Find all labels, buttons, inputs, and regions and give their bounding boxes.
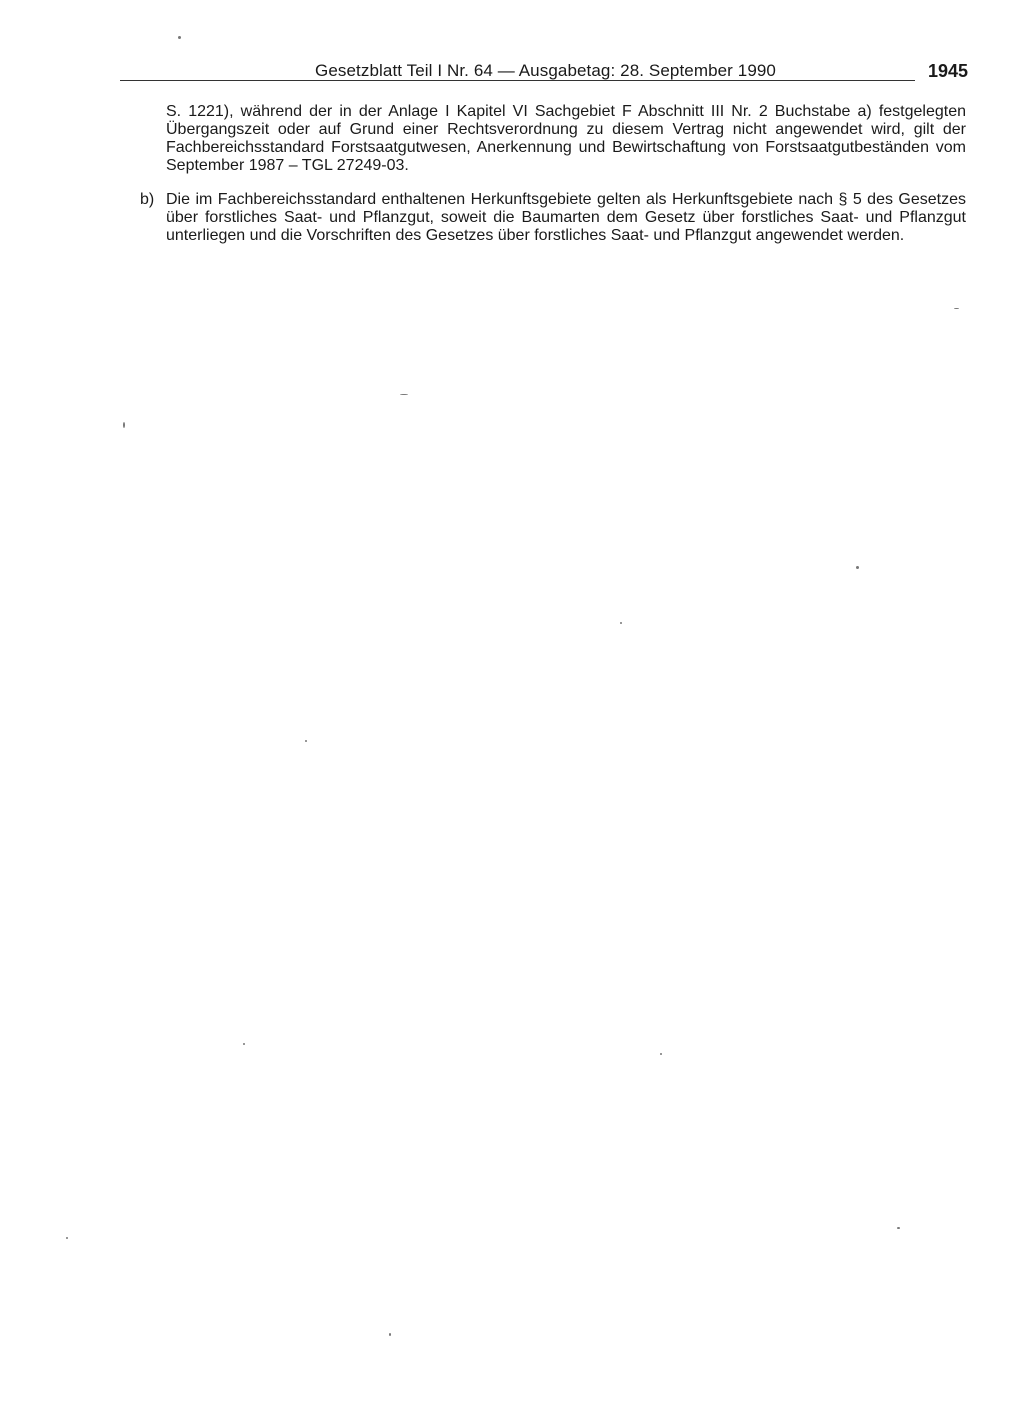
scan-speck — [305, 740, 307, 742]
scan-speck — [954, 308, 959, 309]
header-rule — [120, 80, 915, 81]
scan-speck — [400, 394, 408, 395]
continuation-paragraph: S. 1221), während der in der Anlage I Kapitel VI Sachgebiet F Abschnitt III Nr. 2 Buchstabe a) festgelegten Übergangszeit oder auf Grund einer Rechtsverordnung zu diesem Vertrag nicht angewendet wird, gilt der Fachbereichsstandard Forstsaatgutwesen, Anerkennung und Bewirtschaftung von Forstsaatgutbeständen vom September 1987 – TGL 27249-03. — [166, 103, 966, 174]
scan-speck — [243, 1043, 245, 1045]
list-item-text: Die im Fachbereichsstandard enthaltenen Herkunftsgebiete gelten als Herkunftsgebiete nach § 5 des Gesetzes über forstliches Saat- und Pflanzgut, soweit die Baumarten dem Gesetz über forstliches Saat- und Pflanzgut unterliegen und die Vorschriften des Gesetzes über forstliches Saat- und Pflanzgut angewendet werden. — [166, 191, 966, 244]
scan-speck — [620, 622, 622, 624]
list-item-label: b) — [140, 191, 155, 208]
running-head — [120, 60, 980, 82]
scan-speck — [123, 422, 125, 428]
scan-speck — [178, 36, 181, 39]
page-number: 1945 — [927, 61, 968, 81]
scan-speck — [66, 1237, 68, 1239]
running-title: Gesetzblatt Teil I Nr. 64 — Ausgabetag: 28. September 1990 — [315, 61, 776, 80]
scan-speck — [389, 1333, 391, 1336]
scan-speck — [856, 566, 859, 569]
scan-speck — [660, 1053, 662, 1055]
scan-speck — [897, 1227, 900, 1229]
